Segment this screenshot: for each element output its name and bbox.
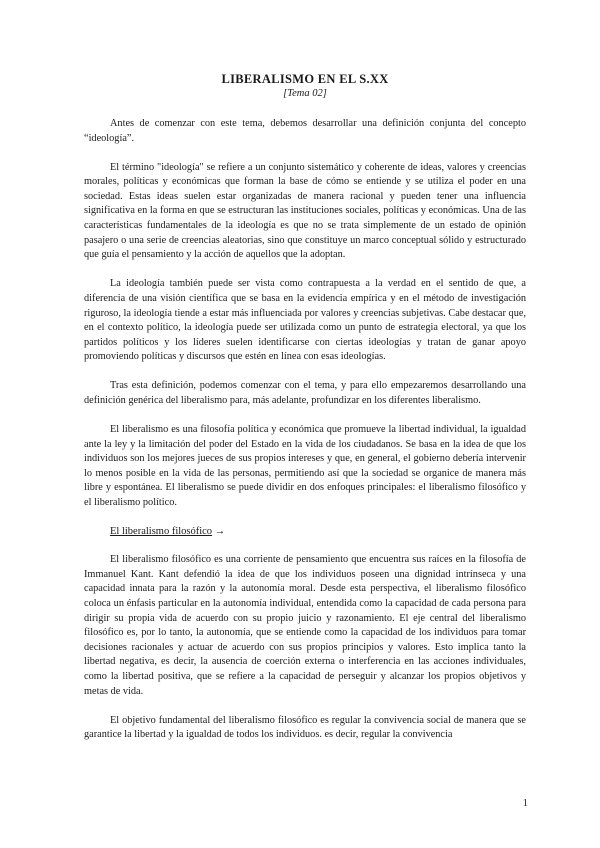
philosophical-liberalism-paragraph: El liberalismo filosófico es una corriente de pensamiento que encuentra sus raíces en la filosofía de Immanuel Kant. Kant defendió la idea de que los individuos poseen una dignidad intrínseca y una capacidad innata para la razón y la autonomía moral. Desde esta perspectiva, el liberalismo filosófico coloca un énfasis particular en la autonomía individual, entendida como la capacidad de cada persona para dirigir su propia vida de acuerdo con su propio juicio y razonamiento. El eje central del liberalismo filosófico es, por lo tanto, la autonomía, que se entiende como la capacidad de los individuos para tomar decisiones racionales y actuar de acuerdo con sus propios principios y valores. Esto implica tanto la libertad negativa, es decir, la ausencia de coerción externa o interferencia en las acciones individuales, como la libertad positiva, que se refiere a la capacidad de perseguir y alcanzar los propios objetivos y metas de vida. (84, 554, 526, 697)
objective-paragraph: El objetivo fundamental del liberalismo filosófico es regular la convivencia social de manera que se garantice la libertad y la igualdad de todos los individuos. es decir, regular la convivencia (84, 714, 526, 741)
ideology-truth-paragraph: La ideología también puede ser vista como contrapuesta a la verdad en el sentido de que, a diferencia de una visión científica que se basa en la evidencia empírica y en el método de investigación riguroso, la ideología tiende a estar más influenciada por valores y creencias subjetivas. Cabe destacar que, en el contexto político, la ideología puede ser utilizada como un punto de estrategia electoral, ya que los partidos políticos y los líderes suelen identificarse con ciertas ideologías y tratan de ganar apoyo promoviendo políticas y discursos que estén en línea con esas ideologías. (84, 278, 526, 363)
document-subtitle: [Tema 02] (283, 88, 327, 99)
liberalism-definition-paragraph: El liberalismo es una filosofía política y económica que promueve la libertad individual, la igualdad ante la ley y la limitación del poder del Estado en la vida de los ciudadanos. Se basa en la idea de que los individuos son los mejores jueces de sus propios intereses y que, en general, el gobierno debería intervenir lo menos posible en la vida de las personas, permitiendo así que la sociedad se organice de manera más libre y espontánea. El liberalismo se puede dividir en dos enfoques principales: el liberalismo filosófico y el liberalismo político. (84, 424, 526, 509)
arrow-right-icon: → (214, 526, 226, 538)
page-number: 1 (522, 798, 528, 809)
document-title: LIBERALISMO EN EL S.XX (221, 72, 389, 86)
intro-paragraph: Antes de comenzar con este tema, debemos desarrollar una definición conjunta del concepto “ideología”. (84, 118, 526, 144)
section-heading (84, 525, 526, 539)
ideology-definition-paragraph: El término "ideología" se refiere a un conjunto sistemático y coherente de ideas, valores y creencias morales, políticas y económicas que forman la base de cómo se entiende y se utiliza el poder en una sociedad. Estas ideas suelen estar organizadas de manera racional y pueden tener una influencia significativa en la forma en que se estructuran las instituciones sociales, políticas y económicas. Una de las características fundamentales de la ideología es que no se trata simplemente de un estado de opinión pasajero o una serie de creencias aleatorias, sino que constituye un marco conceptual sólido y estructurado que guía el pensamiento y la acción de aquellos que la adoptan. (84, 161, 526, 261)
page-content (84, 72, 526, 757)
transition-paragraph: Tras esta definición, podemos comenzar con el tema, y para ello empezaremos desarrollando una definición genérica del liberalismo para, más adelante, profundizar en los diferentes liberalismo. (84, 380, 526, 406)
section-heading-text: El liberalismo filosófico (110, 526, 213, 538)
